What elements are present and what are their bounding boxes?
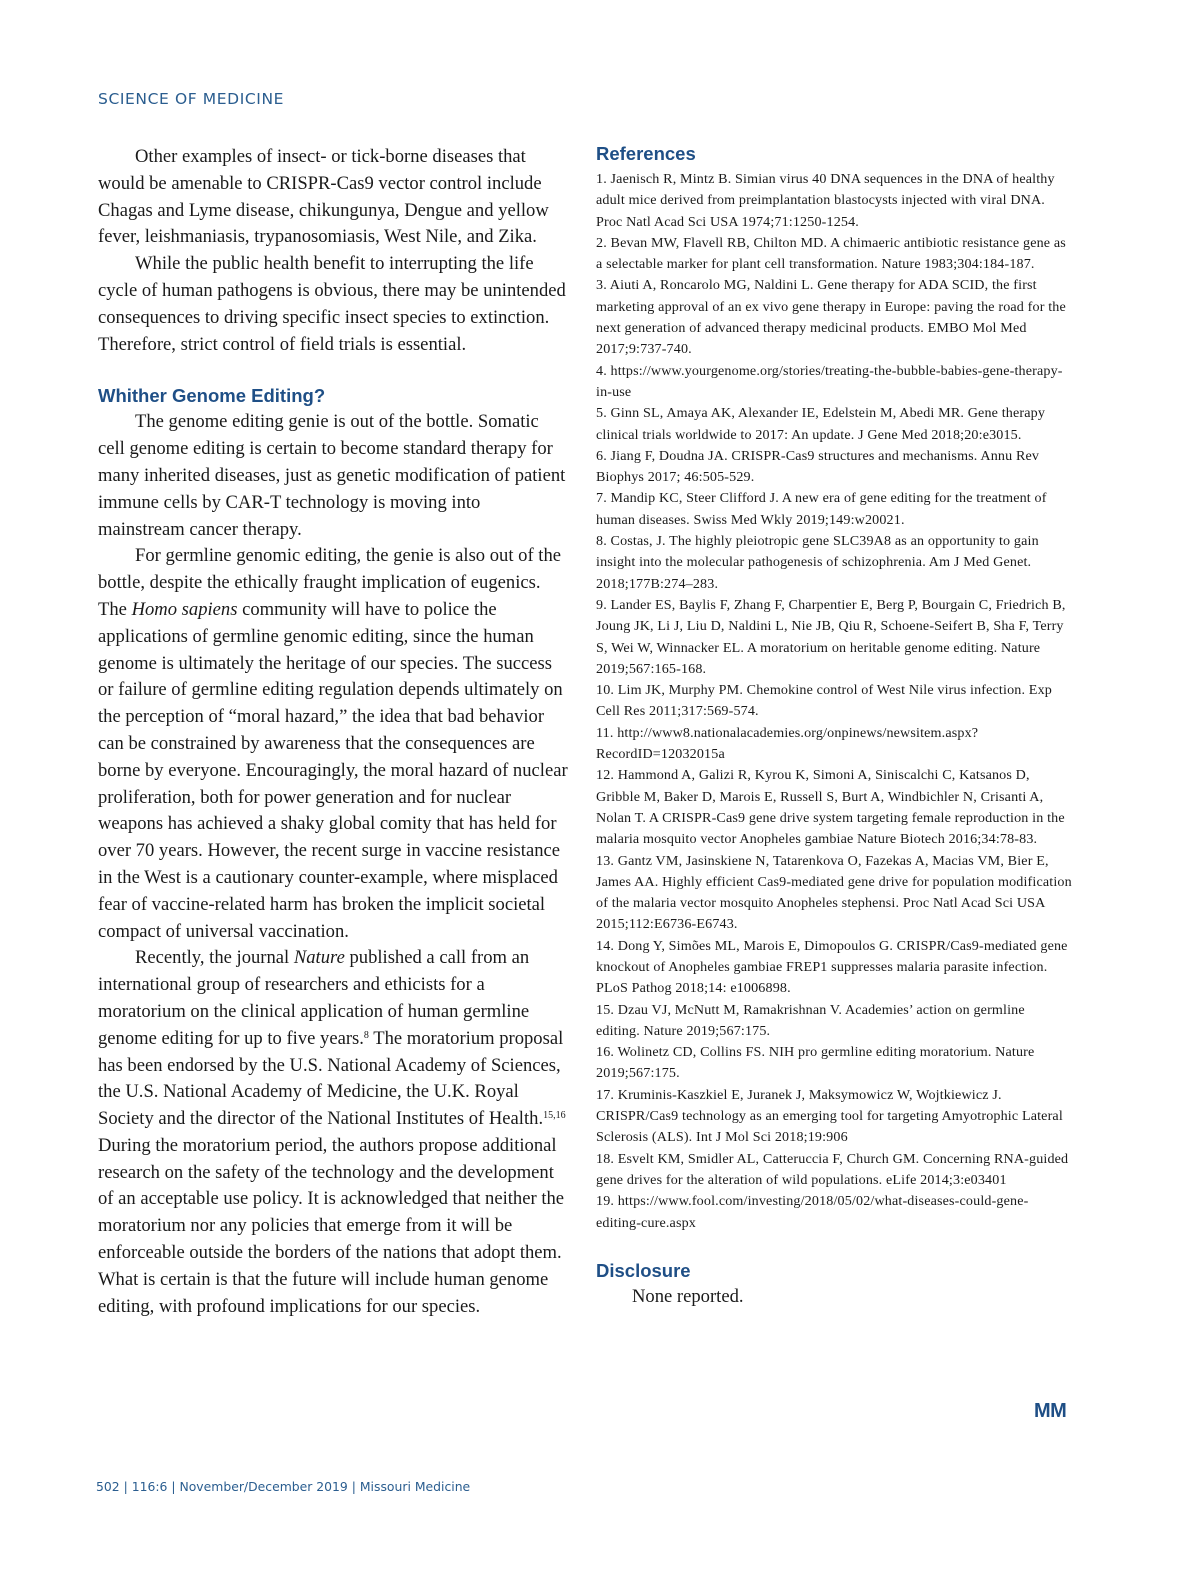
reference-item: 14. Dong Y, Simões ML, Marois E, Dimopoulos G. CRISPR/Cas9-mediated gene knockout of Anopheles gambiae FREP1 suppresses malaria parasite infection. PLoS Pathog 2018;14: e1006898. — [596, 937, 1068, 997]
running-head: SCIENCE OF MEDICINE — [98, 90, 285, 108]
reference-item: 18. Esvelt KM, Smidler AL, Catteruccia F, Church GM. Concerning RNA-guided gene drives for the alteration of wild populations. eLife 2014;3:e03401 — [596, 1150, 1069, 1188]
reference-item: 6. Jiang F, Doudna JA. CRISPR-Cas9 structures and mechanisms. Annu Rev Biophys 2017; 46:505-529. — [596, 447, 1040, 486]
paragraph: While the public health benefit to interrupting the life cycle of human pathogens is obvious, there may be unintended consequences to driving specific insect species to extinction. Therefore, strict control of field trials is essential. — [98, 253, 566, 355]
references-column — [596, 141, 1072, 1310]
italic-term: Nature — [293, 947, 345, 969]
reference-item: 3. Aiuti A, Roncarolo MG, Naldini L. Gene therapy for ADA SCID, the first marketing approval of an ex vivo gene therapy in Europe: paving the road for the next generation of advanced therapy medicinal products. EMBO Mol Med 2017;9:737-740. — [596, 277, 1066, 358]
reference-item: 8. Costas, J. The highly pleiotropic gene SLC39A8 as an opportunity to gain insight into the molecular pathogenesis of schizophrenia. Am J Med Genet. 2018;177B:274–283. — [596, 533, 1039, 592]
reference-item: 15. Dzau VJ, McNutt M, Ramakrishnan V. Academies’ action on germline editing. Nature 2019;567:175. — [596, 1001, 1025, 1039]
citation-superscript: 15,16 — [543, 1110, 566, 1122]
reference-item: 16. Wolinetz CD, Collins FS. NIH pro germline editing moratorium. Nature 2019;567:175. — [596, 1044, 1035, 1082]
reference-item: 2. Bevan MW, Flavell RB, Chilton MD. A chimaeric antibiotic resistance gene as a selectable marker for plant cell transformation. Nature 1983;304:184-187. — [596, 234, 1066, 273]
italic-term: Homo sapiens — [131, 598, 238, 620]
page-footer: 502 | 116:6 | November/December 2019 | Missouri Medicine — [96, 1479, 471, 1494]
paragraph: Other examples of insect- or tick-borne diseases that would be amenable to CRISPR-Cas9 vector control include Chagas and Lyme disease, chikungunya, Dengue and yellow fever, leishmaniasis, trypanosomiasis, West Nile, and Zika. — [98, 146, 549, 248]
section-heading: Whither Genome Editing? — [98, 385, 326, 407]
reference-item: 17. Kruminis-Kaszkiel E, Juranek J, Maksymowicz W, Wojtkiewicz J. CRISPR/Cas9 technology as an emerging tool for targeting Amyotrophic Lateral Sclerosis (ALS). Int J Mol Sci 2018;19:906 — [596, 1086, 1063, 1146]
reference-item: 4. https://www.yourgenome.org/stories/treating-the-bubble-babies-gene-therapy-in-use — [596, 362, 1063, 400]
paragraph: Recently, the journal Nature published a call from an international group of researchers and ethicists for a moratorium on the clinical application of human germline genome editing for up to five years.$^8$ The moratorium proposal has been endorsed by the U.S. National Academy of Sciences, the U.S. National Academy of Medicine, the U.K. Royal Society and the director of the National Institutes of Health.$^{15,16}$ During the moratorium period, the authors propose additional research on the safety of the technology and the development of an acceptable use policy. It is acknowledged that neither the moratorium nor any policies that emerge from it will be enforceable outside the borders of the nations that adopt them. What is certain is that the future will include human genome editing, with profound implications for our species. — [98, 947, 566, 1317]
reference-item: 19. https://www.fool.com/investing/2018/05/02/what-diseases-could-gene-editing-cure.aspx — [596, 1193, 1029, 1231]
reference-item: 11. http://www8.nationalacademies.org/onpinews/newsitem.aspx?RecordID=12032015a — [596, 724, 979, 763]
reference-item: 1. Jaenisch R, Mintz B. Simian virus 40 DNA sequences in the DNA of healthy adult mice derived from preimplantation blastocysts injected with viral DNA. Proc Natl Acad Sci USA 1974;71:1250-1254. — [596, 171, 1055, 230]
reference-item: 12. Hammond A, Galizi R, Kyrou K, Simoni A, Siniscalchi C, Katsanos D, Gribble M, Baker D, Marois E, Russell S, Burt A, Windbichler N, Crisanti A, Nolan T. A CRISPR-Cas9 gene drive system targeting female reproduction in the malaria mosquito vector Anopheles gambiae Nature Biotech 2016;34:78-83. — [596, 767, 1065, 848]
disclosure-heading: Disclosure — [596, 1259, 691, 1281]
body-column — [98, 144, 570, 1320]
citation-superscript: 8 — [363, 1029, 369, 1041]
reference-item: 13. Gantz VM, Jasinskiene N, Tatarenkova O, Fazekas A, Macias VM, Bier E, James AA. Highly efficient Cas9-mediated gene drive for population modification of the malaria vector mosquito Anopheles stephensi. Proc Natl Acad Sci USA 2015;112:E6736-E6743. — [596, 852, 1072, 933]
paragraph: For germline genomic editing, the genie is also out of the bottle, despite the ethically fraught implication of eugenics. The Homo sapiens community will have to police the applications of germline genomic editing, since the human genome is ultimately the heritage of our species. The success or failure of germline editing regulation depends ultimately on the perception of “moral hazard,” the idea that bad behavior can be constrained by awareness that the consequences are borne by everyone. Encouragingly, the moral hazard of nuclear proliferation, both for power generation and for nuclear weapons has achieved a shaky global comity that has held for over 70 years. However, the recent surge in vaccine resistance in the West is a cautionary counter-example, where misplaced fear of vaccine-related harm has broken the implicit societal compact of universal vaccination. — [98, 545, 568, 942]
disclosure-text: None reported. — [632, 1285, 744, 1307]
reference-item: 9. Lander ES, Baylis F, Zhang F, Charpentier E, Berg P, Bourgain C, Friedrich B, Joung JK, Li J, Liu D, Naldini L, Nie JB, Qiu R, Schoene-Seifert B, Sha F, Terry S, Wei W, Winnacker EL. A moratorium on heritable genome editing. Nature 2019;567:165-168. — [596, 596, 1066, 677]
reference-list — [596, 169, 1072, 1234]
reference-item: 10. Lim JK, Murphy PM. Chemokine control of West Nile virus infection. Exp Cell Res 2011;317:569-574. — [596, 682, 1052, 720]
journal-logo: MM — [1034, 1400, 1067, 1422]
reference-item: 5. Ginn SL, Amaya AK, Alexander IE, Edelstein M, Abedi MR. Gene therapy clinical trials worldwide to 2017: An update. J Gene Med 2018;20:e3015. — [596, 405, 1046, 443]
references-heading: References — [596, 143, 696, 164]
paragraph: The genome editing genie is out of the bottle. Somatic cell genome editing is certain to become standard therapy for many inherited diseases, just as genetic modification of patient immune cells by CAR-T technology is moving into mainstream cancer therapy. — [98, 411, 566, 540]
reference-item: 7. Mandip KC, Steer Clifford J. A new era of gene editing for the treatment of human diseases. Swiss Med Wkly 2019;149:w20021. — [596, 490, 1047, 528]
